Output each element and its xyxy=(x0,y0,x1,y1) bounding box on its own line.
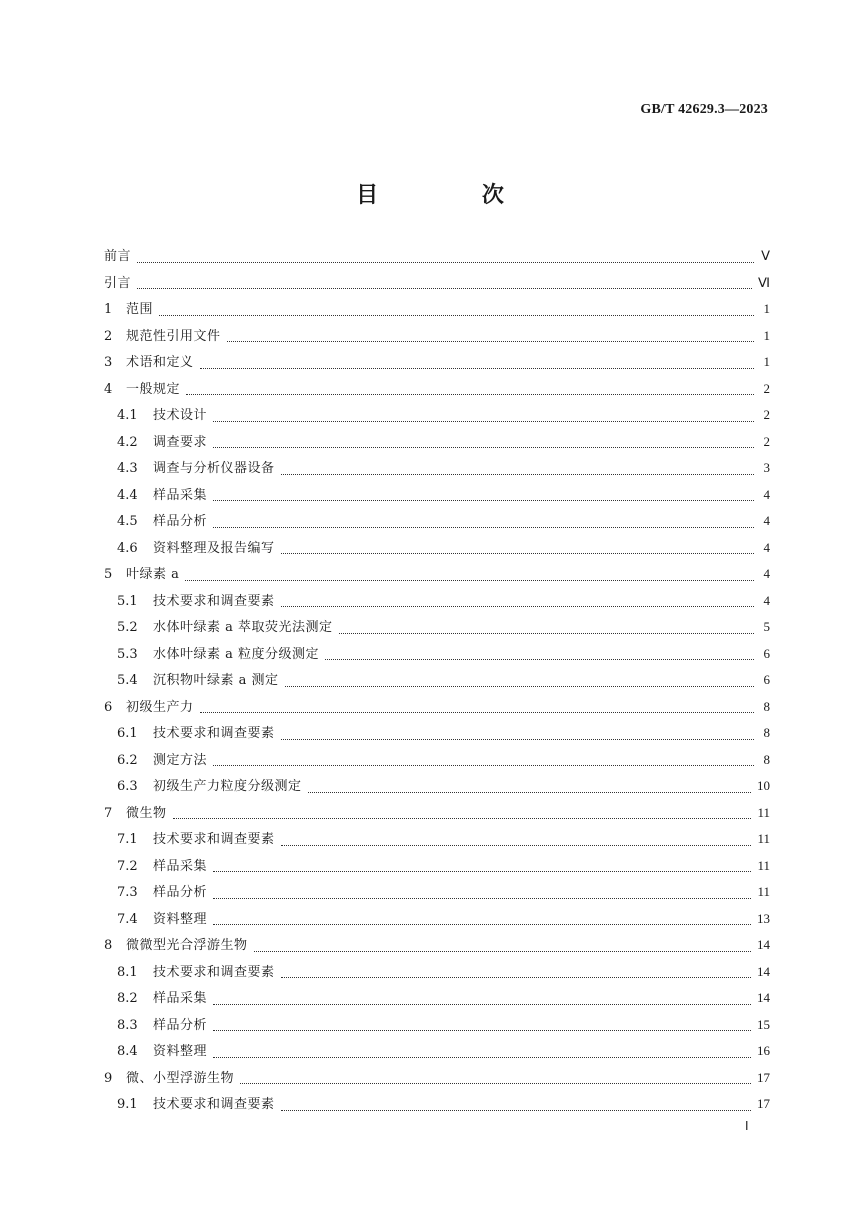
toc-entry[interactable] xyxy=(104,535,770,562)
toc-entry-number: 4.2 xyxy=(117,434,138,450)
toc-entry-number: 4.1 xyxy=(117,408,138,423)
toc-leader-dots xyxy=(213,863,751,872)
toc-entry-label: 沉积物叶绿素 a 测定 xyxy=(153,673,279,688)
toc-entry-label: 一般规定 xyxy=(126,381,181,397)
toc-leader-dots xyxy=(281,1102,751,1111)
toc-entry[interactable] xyxy=(104,694,770,721)
toc-entry[interactable] xyxy=(104,1038,770,1065)
toc-entry[interactable] xyxy=(104,588,770,615)
toc-entry[interactable] xyxy=(104,853,770,880)
toc-entry-page: 4 xyxy=(763,592,770,608)
toc-entry[interactable] xyxy=(104,614,770,641)
toc-entry-label: 微生物 xyxy=(126,805,167,821)
toc-entry[interactable] xyxy=(104,270,770,297)
toc-entry-page: 13 xyxy=(757,910,770,926)
toc-entry-number: 5.3 xyxy=(117,646,138,662)
toc-entry-label: 前言 xyxy=(104,249,132,264)
standard-code: GB/T 42629.3—2023 xyxy=(640,102,768,117)
toc-entry[interactable] xyxy=(104,323,770,350)
toc-entry-number: 8.3 xyxy=(117,1017,138,1033)
toc-leader-dots xyxy=(213,492,754,501)
toc-leader-dots xyxy=(227,333,754,342)
toc-entry-label: 叶绿素 a xyxy=(126,567,180,582)
toc-entry[interactable] xyxy=(104,747,770,774)
toc-entry-label: 样品分析 xyxy=(153,885,208,900)
toc-entry-number: 6.3 xyxy=(117,779,138,794)
toc-entry-label: 水体叶绿素 a 萃取荧光法测定 xyxy=(153,620,333,635)
toc-entry-number: 4.3 xyxy=(117,461,138,476)
toc-leader-dots xyxy=(213,996,751,1005)
toc-entry-number: 4 xyxy=(104,381,113,397)
toc-leader-dots xyxy=(213,519,754,528)
toc-entry-page: 11 xyxy=(757,831,770,846)
toc-entry-number: 6.2 xyxy=(117,752,138,768)
toc-leader-dots xyxy=(200,704,754,713)
toc-leader-dots xyxy=(281,466,754,475)
toc-entry[interactable] xyxy=(104,667,770,694)
toc-leader-dots xyxy=(308,784,751,793)
toc-entry[interactable] xyxy=(104,376,770,403)
toc-entry[interactable] xyxy=(104,561,770,588)
toc-entry-number: 8.4 xyxy=(117,1044,138,1059)
toc-entry-number: 4.4 xyxy=(117,487,138,503)
toc-entry-number: 8 xyxy=(104,938,113,953)
toc-entry-number: 7.2 xyxy=(117,858,138,874)
toc-leader-dots xyxy=(213,439,754,448)
toc-entry-page: 14 xyxy=(757,963,770,979)
toc-leader-dots xyxy=(281,731,754,740)
toc-entry-page: 1 xyxy=(763,354,770,369)
toc-entry[interactable] xyxy=(104,482,770,509)
toc-entry-page: 14 xyxy=(757,937,770,952)
page-folio: Ⅰ xyxy=(745,1119,749,1133)
toc-entry-label: 微、小型浮游生物 xyxy=(126,1070,235,1086)
toc-entry[interactable] xyxy=(104,1012,770,1039)
toc-entry[interactable] xyxy=(104,455,770,482)
toc-entry-number: 9.1 xyxy=(117,1097,138,1112)
toc-entry-label: 资料整理 xyxy=(153,911,208,927)
toc-leader-dots xyxy=(213,916,751,925)
toc-entry[interactable] xyxy=(104,243,770,270)
toc-entry-page: 4 xyxy=(763,539,770,555)
toc-leader-dots xyxy=(137,254,754,263)
toc-entry-page: 6 xyxy=(763,672,770,687)
toc-entry[interactable] xyxy=(104,906,770,933)
toc-entry-label: 技术要求和调查要素 xyxy=(153,832,275,847)
toc-leader-dots xyxy=(213,757,754,766)
toc-entry[interactable] xyxy=(104,1065,770,1092)
toc-entry-page: 8 xyxy=(763,698,770,714)
toc-entry-label: 范围 xyxy=(126,302,154,317)
toc-leader-dots xyxy=(159,307,754,316)
toc-entry-page: 14 xyxy=(757,990,770,1005)
toc-entry-page: 1 xyxy=(763,327,770,343)
toc-entry-label: 调查与分析仪器设备 xyxy=(153,461,275,476)
toc-entry-number: 7.3 xyxy=(117,885,138,900)
toc-entry-label: 资料整理及报告编写 xyxy=(153,540,275,556)
toc-entry[interactable] xyxy=(104,296,770,323)
toc-entry-label: 术语和定义 xyxy=(126,355,194,370)
toc-entry-number: 6.1 xyxy=(117,726,138,741)
toc-entry-label: 样品采集 xyxy=(153,487,208,503)
toc-entry-label: 技术要求和调查要素 xyxy=(153,593,275,609)
toc-entry-page: Ⅴ xyxy=(761,248,770,263)
toc-entry-label: 技术要求和调查要素 xyxy=(153,964,275,980)
toc-entry-label: 样品采集 xyxy=(153,991,208,1006)
toc-leader-dots xyxy=(185,572,754,581)
toc-entry-page: 2 xyxy=(763,407,770,422)
toc-entry-label: 初级生产力粒度分级测定 xyxy=(153,779,302,794)
toc-leader-dots xyxy=(186,386,754,395)
toc-entry-label: 规范性引用文件 xyxy=(126,328,221,344)
toc-entry-page: 1 xyxy=(763,301,770,316)
toc-entry-number: 6 xyxy=(104,699,113,715)
toc-entry-number: 5.4 xyxy=(117,673,138,688)
toc-leader-dots xyxy=(213,1049,751,1058)
toc-entry[interactable] xyxy=(104,402,770,429)
toc-entry-page: 4 xyxy=(763,566,770,581)
toc-entry[interactable] xyxy=(104,349,770,376)
toc-leader-dots xyxy=(200,360,754,369)
toc-entry[interactable] xyxy=(104,773,770,800)
toc-entry-label: 样品分析 xyxy=(153,1017,208,1033)
toc-entry-page: 4 xyxy=(763,513,770,528)
toc-entry[interactable] xyxy=(104,720,770,747)
toc-entry-page: 11 xyxy=(757,804,770,820)
toc-entry[interactable] xyxy=(104,932,770,959)
page-title: 目 次 xyxy=(356,183,552,208)
toc-entry-label: 技术要求和调查要素 xyxy=(153,726,275,741)
toc-entry-page: 16 xyxy=(757,1043,770,1058)
toc-entry-number: 5 xyxy=(104,567,113,582)
toc-entry-page: 11 xyxy=(757,857,770,873)
toc-entry[interactable] xyxy=(104,429,770,456)
toc-entry[interactable] xyxy=(104,641,770,668)
toc-entry-number: 5.2 xyxy=(117,620,138,635)
toc-entry-number: 9 xyxy=(104,1070,113,1086)
toc-leader-dots xyxy=(213,890,751,899)
toc-leader-dots xyxy=(254,943,751,952)
toc-leader-dots xyxy=(281,837,752,846)
toc-entry-number: 8.1 xyxy=(117,964,138,980)
toc-entry-label: 引言 xyxy=(104,275,132,291)
toc-entry-label: 微微型光合浮游生物 xyxy=(126,938,248,953)
toc-entry[interactable] xyxy=(104,1091,770,1118)
toc-entry-number: 5.1 xyxy=(117,593,138,609)
toc-entry-page: 11 xyxy=(757,884,770,899)
toc-entry[interactable] xyxy=(104,985,770,1012)
toc-entry[interactable] xyxy=(104,508,770,535)
toc-entry-page: 8 xyxy=(763,725,770,740)
toc-entry-page: Ⅵ xyxy=(758,274,770,290)
toc-entry-number: 2 xyxy=(104,328,113,344)
toc-leader-dots xyxy=(213,1022,751,1031)
toc-leader-dots xyxy=(137,280,752,289)
toc-entry-page: 2 xyxy=(763,433,770,449)
toc-leader-dots xyxy=(240,1075,751,1084)
toc-entry[interactable] xyxy=(104,879,770,906)
toc-entry-page: 17 xyxy=(757,1096,770,1111)
toc-entry-page: 5 xyxy=(763,619,770,634)
toc-entry-page: 2 xyxy=(763,380,770,396)
toc-entry-number: 7 xyxy=(104,805,113,821)
toc-entry-page: 15 xyxy=(757,1016,770,1032)
toc-entry-number: 7.1 xyxy=(117,832,138,847)
toc-entry-page: 8 xyxy=(763,751,770,767)
toc-leader-dots xyxy=(281,969,751,978)
toc-leader-dots xyxy=(173,810,752,819)
toc-entry[interactable] xyxy=(104,800,770,827)
toc-entry-label: 调查要求 xyxy=(153,434,208,450)
toc-entry-number: 4.6 xyxy=(117,540,138,556)
toc-leader-dots xyxy=(285,678,754,687)
toc-entry-page: 10 xyxy=(757,778,770,793)
toc-leader-dots xyxy=(325,651,754,660)
toc-entry-label: 技术要求和调查要素 xyxy=(153,1097,275,1112)
toc-entry-page: 6 xyxy=(763,645,770,661)
toc-entry-number: 3 xyxy=(104,355,113,370)
toc-leader-dots xyxy=(213,413,754,422)
toc-entry-label: 测定方法 xyxy=(153,752,208,768)
toc-entry-number: 4.5 xyxy=(117,514,138,529)
toc-leader-dots xyxy=(281,598,754,607)
toc-entry-page: 4 xyxy=(763,486,770,502)
toc-entry-label: 样品采集 xyxy=(153,858,208,874)
toc-entry-label: 资料整理 xyxy=(153,1044,208,1059)
toc-entry-label: 技术设计 xyxy=(153,408,208,423)
toc-leader-dots xyxy=(281,545,754,554)
toc-entry[interactable] xyxy=(104,826,770,853)
toc-entry[interactable] xyxy=(104,959,770,986)
toc-leader-dots xyxy=(339,625,754,634)
table-of-contents xyxy=(104,243,770,1118)
toc-entry-label: 初级生产力 xyxy=(126,699,194,715)
toc-entry-number: 1 xyxy=(104,302,113,317)
toc-entry-label: 水体叶绿素 a 粒度分级测定 xyxy=(153,646,320,662)
toc-entry-number: 7.4 xyxy=(117,911,138,927)
toc-entry-label: 样品分析 xyxy=(153,514,208,529)
toc-entry-page: 17 xyxy=(757,1069,770,1085)
toc-entry-number: 8.2 xyxy=(117,991,138,1006)
toc-entry-page: 3 xyxy=(763,460,770,475)
